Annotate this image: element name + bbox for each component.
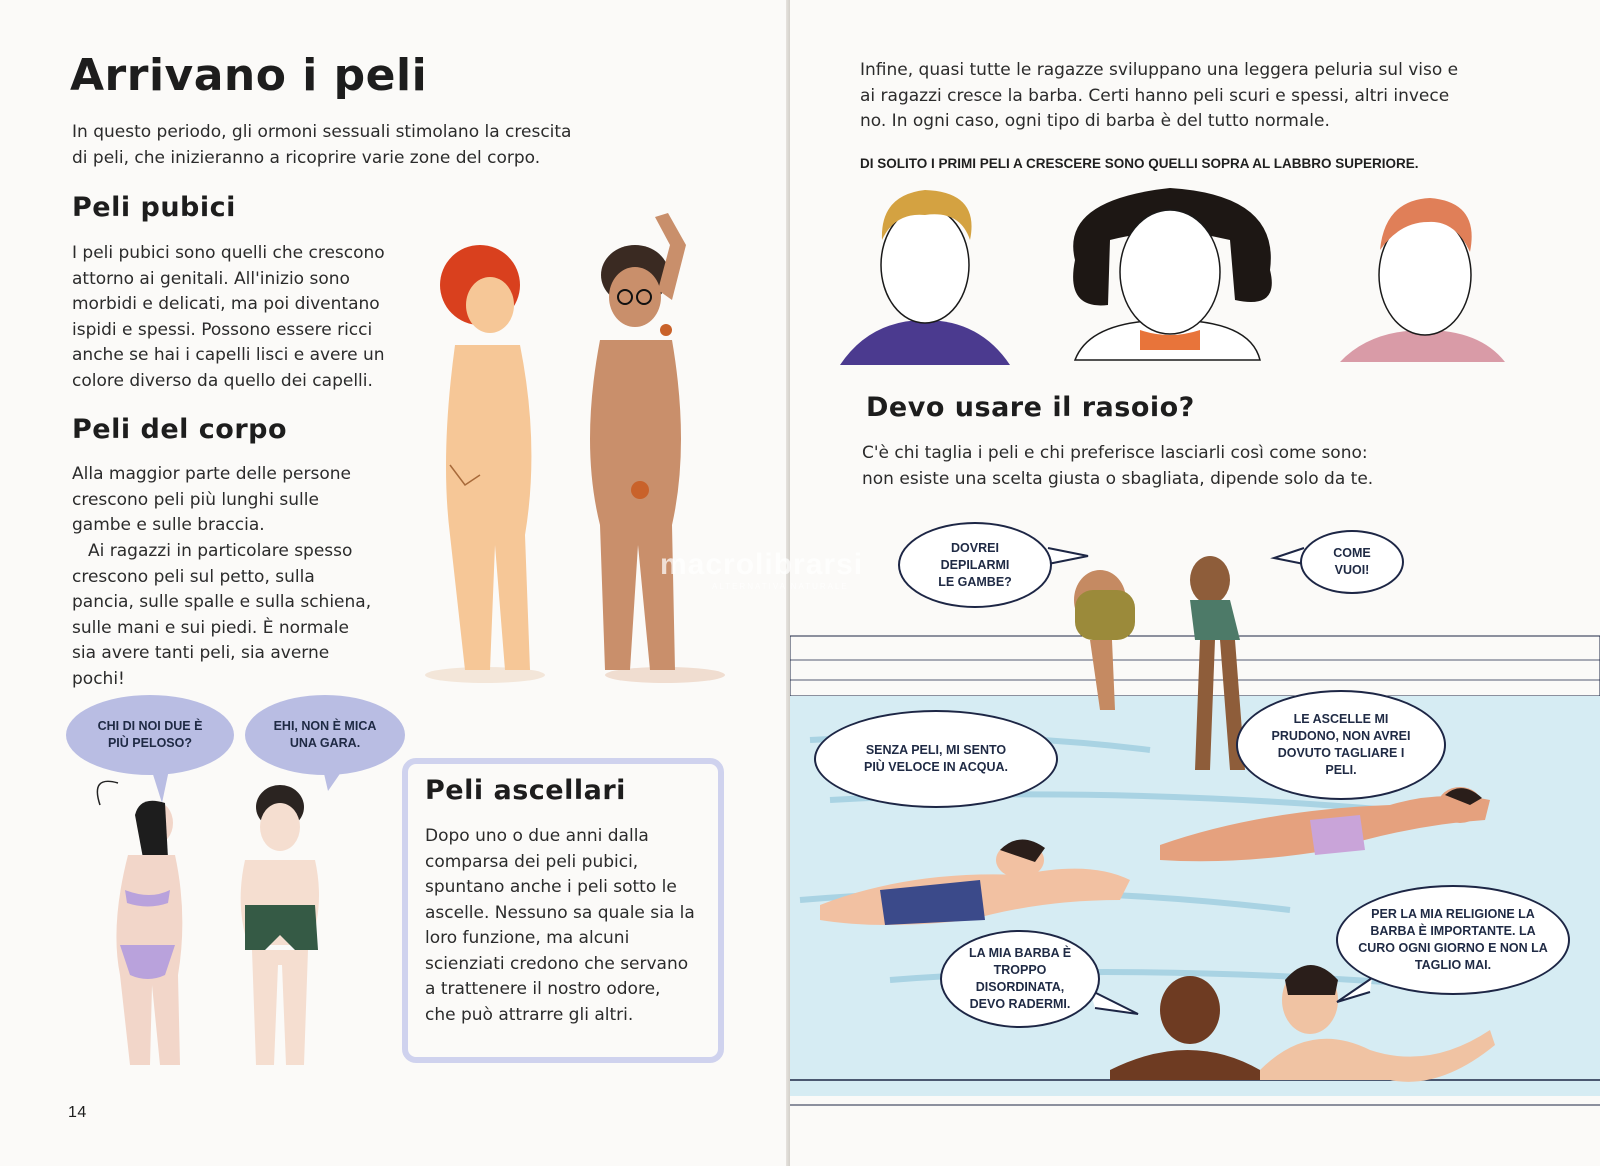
three-faces-illustration — [840, 180, 1520, 370]
standing-figures-illustration — [410, 205, 730, 685]
pubic-heading: Peli pubici — [72, 192, 236, 223]
speech-bubble-tail — [1332, 978, 1372, 1008]
pubic-text: I peli pubici sono quelli che crescono attorno ai genitali. All'inizio sono morbidi e delicati, ma poi diventano ispidi e spessi. Possono essere ricci anche se hai i capelli lisci e avere un colore diverso da quello dei capelli. — [72, 243, 385, 391]
speech-bubble-religione: PER LA MIA RELIGIONE LA BARBA È IMPORTANTE. LA CURO OGNI GIORNO E NON LA TAGLIO MAI. — [1336, 885, 1570, 995]
speech-bubble-come-vuoi: COME VUOI! — [1300, 530, 1404, 594]
speech-bubble-disordinata: LA MIA BARBA È TROPPO DISORDINATA, DEVO RADERMI. — [940, 930, 1100, 1028]
facial-hair-intro: Infine, quasi tutte le ragazze sviluppano una leggera peluria sul viso e ai ragazzi cresce la barba. Certi hanno peli scuri e spessi, altri invece no. In ogni caso, ogni tipo di barba è del tutto normale. — [860, 60, 1459, 131]
speech-bubble-senza-peli: SENZA PELI, MI SENTO PIÙ VELOCE IN ACQUA. — [814, 710, 1058, 808]
right-page — [790, 0, 1600, 1166]
speech-bubble-tail — [1048, 548, 1088, 568]
upper-lip-caption: DI SOLITO I PRIMI PELI A CRESCERE SONO QUELLI SOPRA AL LABBRO SUPERIORE. — [860, 156, 1419, 171]
speech-bubble-peloso: CHI DI NOI DUE È PIÙ PELOSO? — [66, 695, 234, 775]
razor-heading: Devo usare il rasoio? — [866, 392, 1195, 423]
body-text-2: Ai ragazzi in particolare spesso crescono peli sul petto, sulla pancia, sulle spalle e sulla schiena, sulle mani e sui piedi. È normale sia avere tanti peli, sia averne pochi! — [72, 541, 372, 689]
page-title: Arrivano i peli — [70, 50, 428, 101]
razor-text: C'è chi taglia i peli e chi preferisce lasciarli così come sono: non esiste una scelta giusta o sbagliata, dipende solo da te. — [862, 443, 1374, 489]
two-kids-illustration — [70, 775, 360, 1075]
speech-bubble-gara: EHI, NON È MICA UNA GARA. — [245, 695, 405, 775]
watermark-tagline: ALTERNATIVA NATURALE — [712, 582, 849, 591]
armpit-text: Dopo uno o due anni dalla comparsa dei peli pubici, spuntano anche i peli sotto le ascelle. Nessuno sa quale sia la loro funzione, ma alcuni scienziati credono che servano a trattenere il nostro odore, che può attrarre gli altri. — [425, 826, 695, 1025]
speech-bubble-ascelle: LE ASCELLE MI PRUDONO, NON AVREI DOVUTO TAGLIARE I PELI. — [1236, 690, 1446, 800]
left-page — [0, 0, 790, 1166]
body-text-1: Alla maggior parte delle persone crescono peli più lunghi sulle gambe e sulle braccia. — [72, 464, 351, 535]
body-heading: Peli del corpo — [72, 414, 288, 445]
armpit-heading: Peli ascellari — [425, 775, 626, 806]
speech-bubble-tail — [1090, 990, 1140, 1020]
intro-text: In questo periodo, gli ormoni sessuali stimolano la crescita di peli, che inizieranno a ricoprire varie zone del corpo. — [72, 122, 572, 168]
watermark-brand: macrolibrarsi — [660, 548, 864, 581]
pool-scene-illustration — [790, 600, 1600, 1115]
speech-bubble-depilarmi: DOVREI DEPILARMI LE GAMBE? — [898, 522, 1052, 608]
page-number: 14 — [68, 1104, 87, 1121]
